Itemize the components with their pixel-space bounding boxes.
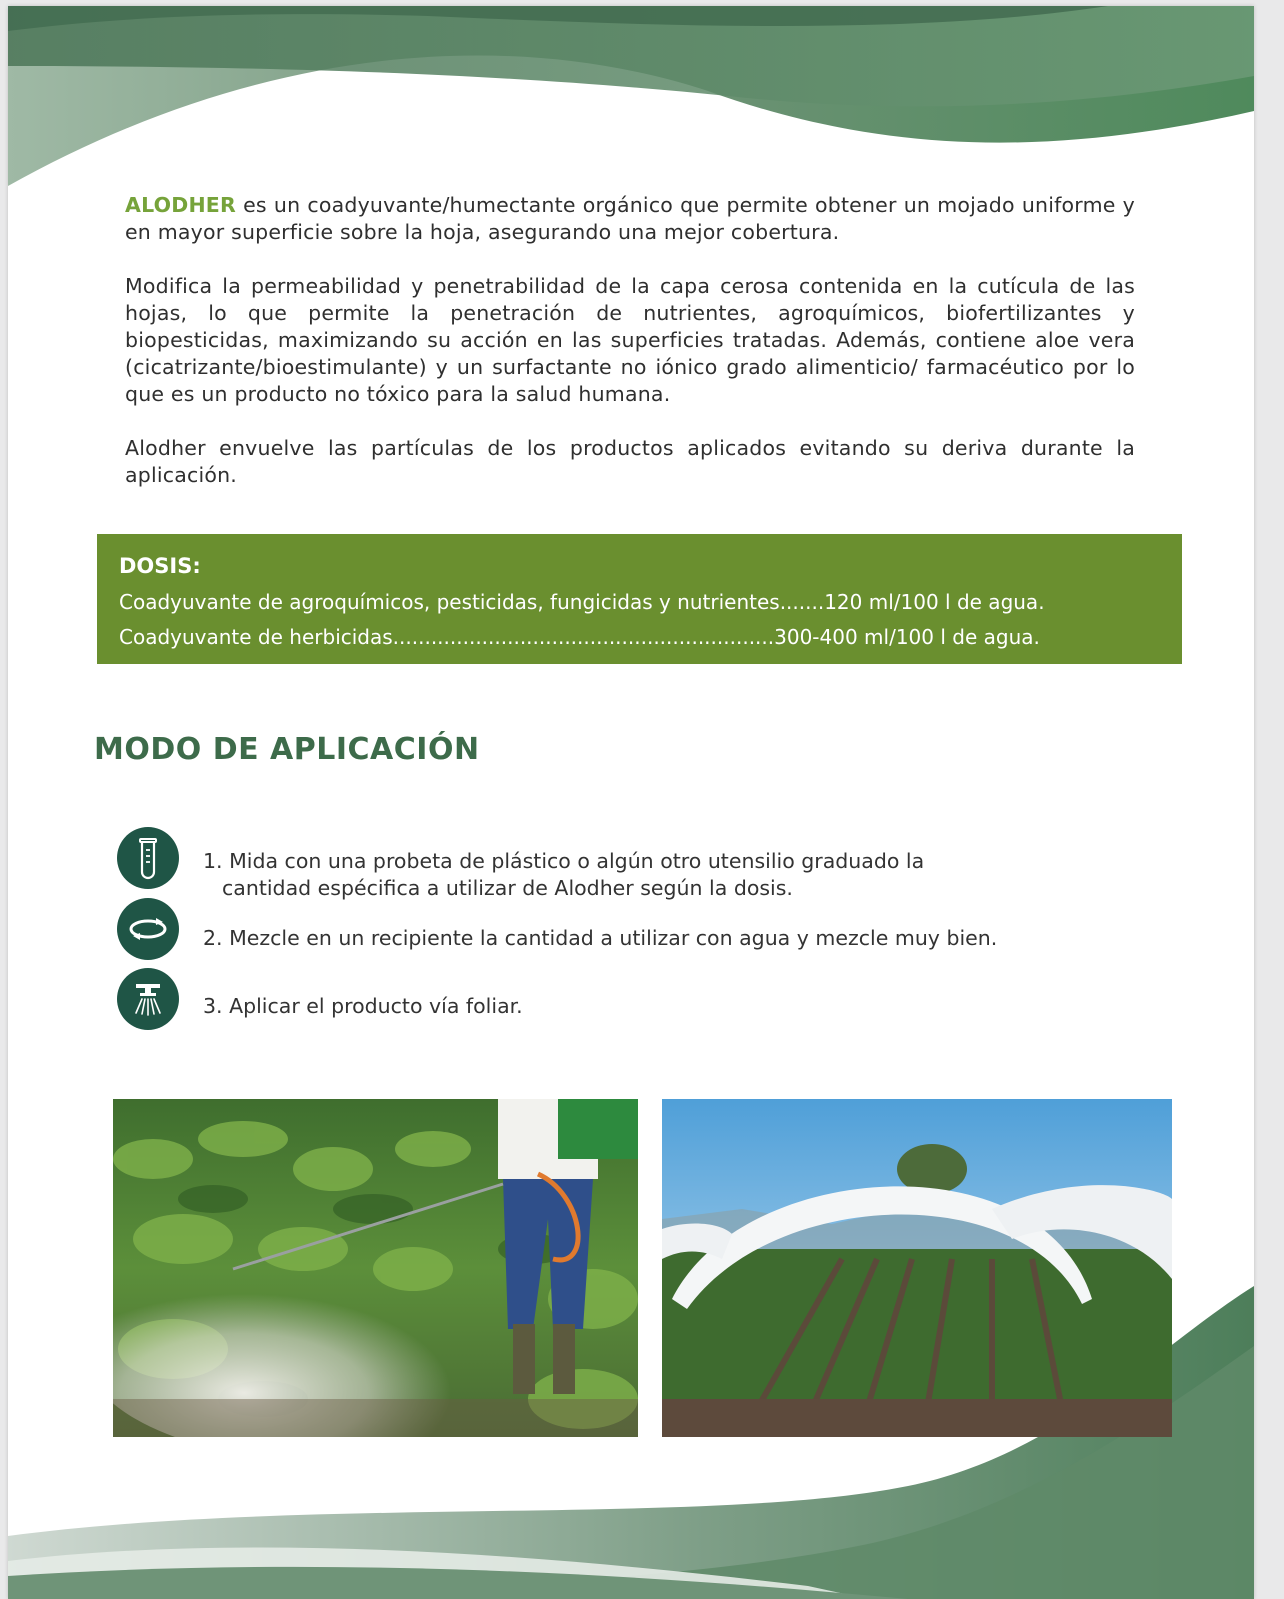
dosis-title: DOSIS: <box>119 554 201 578</box>
intro-text <box>125 192 1135 516</box>
photo-greenhouse-tunnels <box>662 1099 1172 1437</box>
step-1 <box>203 848 1103 902</box>
top-wave-decoration <box>8 6 1254 206</box>
step-3 <box>203 993 1103 1020</box>
intro-paragraph-2: Modifica la permeabilidad y penetrabilidad de la capa cerosa contenida en la cutícula de las hojas, lo que permite la penetración de nutrientes, agroquímicos, biofertilizantes y biopesticidas, maximizando su acción en las superficies tratadas. Además, contiene aloe vera (cicatrizante/bioestimulante) y un surfactante no iónico grado alimenticio/ farmacéutico por lo que es un producto no tóxico para la salud humana. <box>125 274 1135 406</box>
step-3-line-1: 3. Aplicar el producto vía foliar. <box>203 994 523 1018</box>
intro-paragraph-1-text: es un coadyuvante/humectante orgánico que permite obtener un mojado uniforme y en mayor superficie sobre la hoja, asegurando una mejor cobertura. <box>125 193 1135 244</box>
test-tube-icon <box>117 827 179 889</box>
step-1-line-2: cantidad espécifica a utilizar de Alodher según la dosis. <box>222 876 793 900</box>
dosis-box <box>97 534 1182 664</box>
intro-paragraph-3: Alodher envuelve las partículas de los productos aplicados evitando su deriva durante la aplicación. <box>125 436 1135 487</box>
step-1-line-1: 1. Mida con una probeta de plástico o algún otro utensilio graduado la <box>203 849 925 873</box>
dosis-line-agroquimicos: Coadyuvante de agroquímicos, pesticidas, fungicidas y nutrientes.......120 ml/100 l de agua. <box>119 590 1045 614</box>
dosis-line-herbicidas: Coadyuvante de herbicidas............................................................300-400 ml/100 l de agua. <box>119 625 1040 649</box>
intro-paragraph-1 <box>125 192 1135 246</box>
step-2 <box>203 925 1103 952</box>
sprayer-icon <box>117 968 179 1030</box>
document-page <box>8 6 1254 1599</box>
mix-arrows-icon <box>117 898 179 960</box>
step-2-line-1: 2. Mezcle en un recipiente la cantidad a utilizar con agua y mezcle muy bien. <box>203 926 998 950</box>
brand-name: ALODHER <box>125 193 236 217</box>
section-title-modo-aplicacion: MODO DE APLICACIÓN <box>94 732 480 767</box>
photo-spraying-crops <box>113 1099 638 1437</box>
